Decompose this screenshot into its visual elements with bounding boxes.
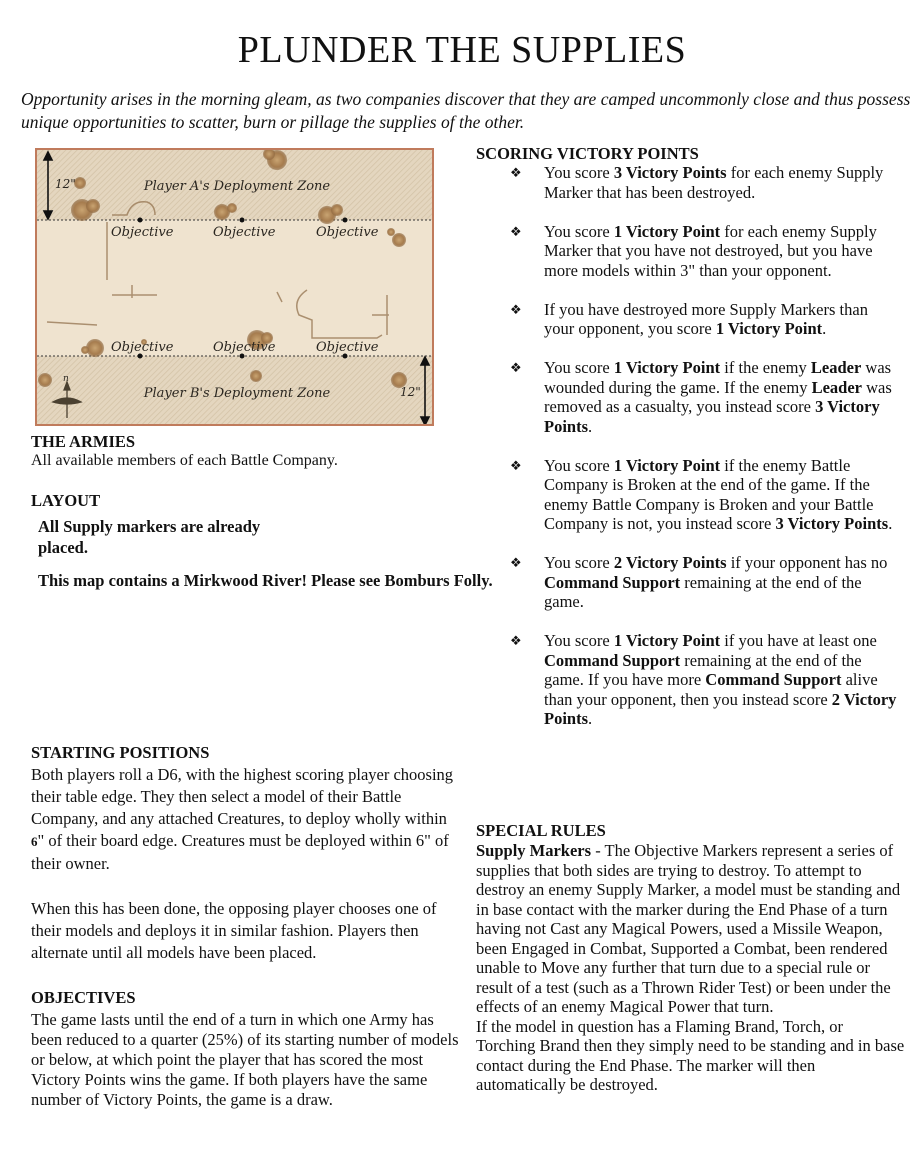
scoring-emphasis: 1 Victory Point	[613, 455, 721, 475]
scoring-text: alive than your opponent, then you instead score	[544, 670, 878, 709]
scoring-item	[476, 222, 900, 281]
scoring-list	[476, 163, 900, 729]
scoring-text: You score	[544, 163, 614, 182]
objective-label: Objective	[213, 225, 276, 240]
zone-a-depth-label: 12"	[55, 177, 76, 191]
scoring-emphasis: 3 Victory Points	[613, 163, 727, 182]
diamond-bullet-icon: ❖	[510, 555, 522, 570]
scoring-emphasis: 2 Victory Points	[613, 553, 727, 572]
supply-markers-rule-name: Supply Markers	[476, 841, 592, 860]
scoring-text: .	[588, 416, 593, 436]
scoring-text: .	[888, 514, 893, 533]
supply-markers-rule-text-2: If the model in question has a Flaming Brand, Torch, or Torching Brand then they simply need to be standing and in base contact during the End Phase. The marker will then automatically be destroyed.	[476, 1016, 905, 1094]
scoring-text: if the enemy	[720, 358, 811, 377]
objective-label: Objective	[316, 340, 379, 355]
scoring-text: if your opponent has no	[726, 553, 888, 572]
scoring-item	[476, 358, 900, 436]
starting-positions-heading: STARTING POSITIONS	[31, 743, 210, 762]
scoring-text: You score	[544, 631, 614, 650]
scoring-emphasis: Command Support	[705, 670, 842, 689]
scoring-emphasis: 1 Victory Point	[613, 221, 721, 241]
layout-note-river: This map contains a Mirkwood River! Please see Bomburs Folly.	[38, 571, 493, 590]
supply-markers-rule-text: - The Objective Markers represent a series of supplies that both sides are trying to destroy. To attempt to destroy an enemy Supply Marker, a model must be standing and in base contact with the marker during the End Phase of a turn having not Cast any Magical Powers, used a Missile Weapon, been Engaged in Combat, Supported a Combat, been rendered unable to Move any further that turn due to a special rule or result of a test (such as a Thrown Rider Test) or been under the effects of an enemy Magical Power that turn.	[476, 841, 901, 1016]
objectives-text: The game lasts until the end of a turn in which one Army has been reduced to a quarter (25%) of its starting number of models or below, at which point the player that has scored the most Victory Points wins the game. If both players have the same number of Victory Points, the game is a draw.	[31, 1010, 459, 1109]
scoring-text: You score	[544, 358, 614, 377]
zone-b-label: Player B's Deployment Zone	[143, 386, 331, 401]
armies-text: All available members of each Battle Company.	[31, 452, 338, 469]
scoring-emphasis: Leader	[810, 358, 862, 377]
deploy-distance: 6	[31, 834, 38, 849]
scoring-text: if you have at least one	[720, 631, 877, 650]
objective-label: Objective	[111, 225, 174, 240]
scoring-heading: SCORING VICTORY POINTS	[476, 144, 699, 163]
objective-label: Objective	[213, 340, 276, 355]
scoring-text: if the enemy Battle Company is Broken at the end of the game. If the enemy Battle Company is Broken and your Battle Company is not, you instead score	[544, 455, 874, 533]
layout-note-supply: All Supply markers are already placed.	[38, 517, 261, 557]
scoring-text: for each enemy Supply Marker that you have not destroyed, but you have more models within 3" than your opponent.	[544, 221, 877, 280]
scoring-emphasis: 1 Victory Point	[715, 319, 823, 338]
scoring-emphasis: 1 Victory Point	[613, 631, 721, 650]
zone-b-depth-label: 12"	[400, 385, 421, 399]
diamond-bullet-icon: ❖	[510, 165, 522, 180]
scoring-emphasis: 3 Victory Points	[544, 397, 880, 436]
scoring-text: .	[588, 709, 593, 728]
starting-positions-text-2: When this has been done, the opposing player chooses one of their models and deploys it in similar fashion. Players then alternate until all models have been placed.	[31, 899, 437, 962]
scoring-item	[476, 456, 900, 534]
diamond-bullet-icon: ❖	[510, 633, 522, 648]
scoring-text: was removed as a casualty, you instead score	[544, 377, 892, 416]
scoring-text: You score	[544, 455, 614, 475]
map-graphic	[37, 150, 434, 426]
layout-heading: LAYOUT	[31, 491, 101, 510]
scoring-item	[476, 163, 900, 202]
scoring-emphasis: Leader	[811, 377, 862, 397]
intro-text: Opportunity arises in the morning gleam, as two companies discover that they are camped uncommonly close and thus possess unique opportunities to scatter, burn or pillage the supplies of the other.	[21, 89, 911, 132]
scoring-text: was wounded during the game. If the enemy	[544, 358, 892, 397]
scoring-item	[476, 553, 900, 612]
starting-text-part: " of their board edge. Creatures must be deployed within 6" of their owner.	[31, 831, 449, 873]
scoring-emphasis: Command Support	[544, 572, 681, 592]
scoring-text: .	[822, 319, 827, 338]
scoring-text: remaining at the end of the game. If you have more	[544, 650, 862, 689]
scoring-item	[476, 631, 900, 729]
objective-label: Objective	[316, 225, 379, 240]
scoring-emphasis: 3 Victory Points	[775, 514, 889, 533]
page-title: PLUNDER THE SUPPLIES	[237, 29, 687, 71]
compass-letter: n	[63, 374, 69, 384]
deployment-map	[35, 148, 434, 426]
scoring-text: You score	[544, 553, 614, 572]
scoring-item	[476, 300, 900, 339]
scoring-list-wrap	[476, 163, 900, 748]
armies-heading: THE ARMIES	[31, 432, 136, 451]
starting-positions-text	[31, 764, 461, 875]
diamond-bullet-icon: ❖	[510, 301, 522, 317]
scoring-text: remaining at the end of the game.	[544, 572, 862, 611]
starting-text-part: Both players roll a D6, with the highest scoring player choosing their table edge. They then select a model of their Battle Company, and any attached Creatures, to deploy wholly within	[31, 765, 454, 828]
objectives-heading: OBJECTIVES	[31, 988, 136, 1007]
special-rules-heading: SPECIAL RULES	[476, 821, 606, 840]
objective-label: Objective	[111, 340, 174, 355]
special-rules-text	[476, 841, 906, 1095]
diamond-bullet-icon: ❖	[510, 457, 522, 473]
scoring-text: You score	[544, 221, 614, 241]
zone-a-label: Player A's Deployment Zone	[143, 179, 331, 194]
scoring-text: for each enemy Supply Marker that has been destroyed.	[544, 163, 884, 202]
scoring-emphasis: Command Support	[544, 650, 681, 670]
diamond-bullet-icon: ❖	[510, 223, 522, 239]
scoring-emphasis: 2 Victory Points	[544, 689, 897, 728]
scoring-text: If you have destroyed more Supply Markers than your opponent, you score	[544, 299, 868, 338]
scoring-emphasis: 1 Victory Point	[613, 358, 721, 377]
diamond-bullet-icon: ❖	[510, 360, 522, 375]
